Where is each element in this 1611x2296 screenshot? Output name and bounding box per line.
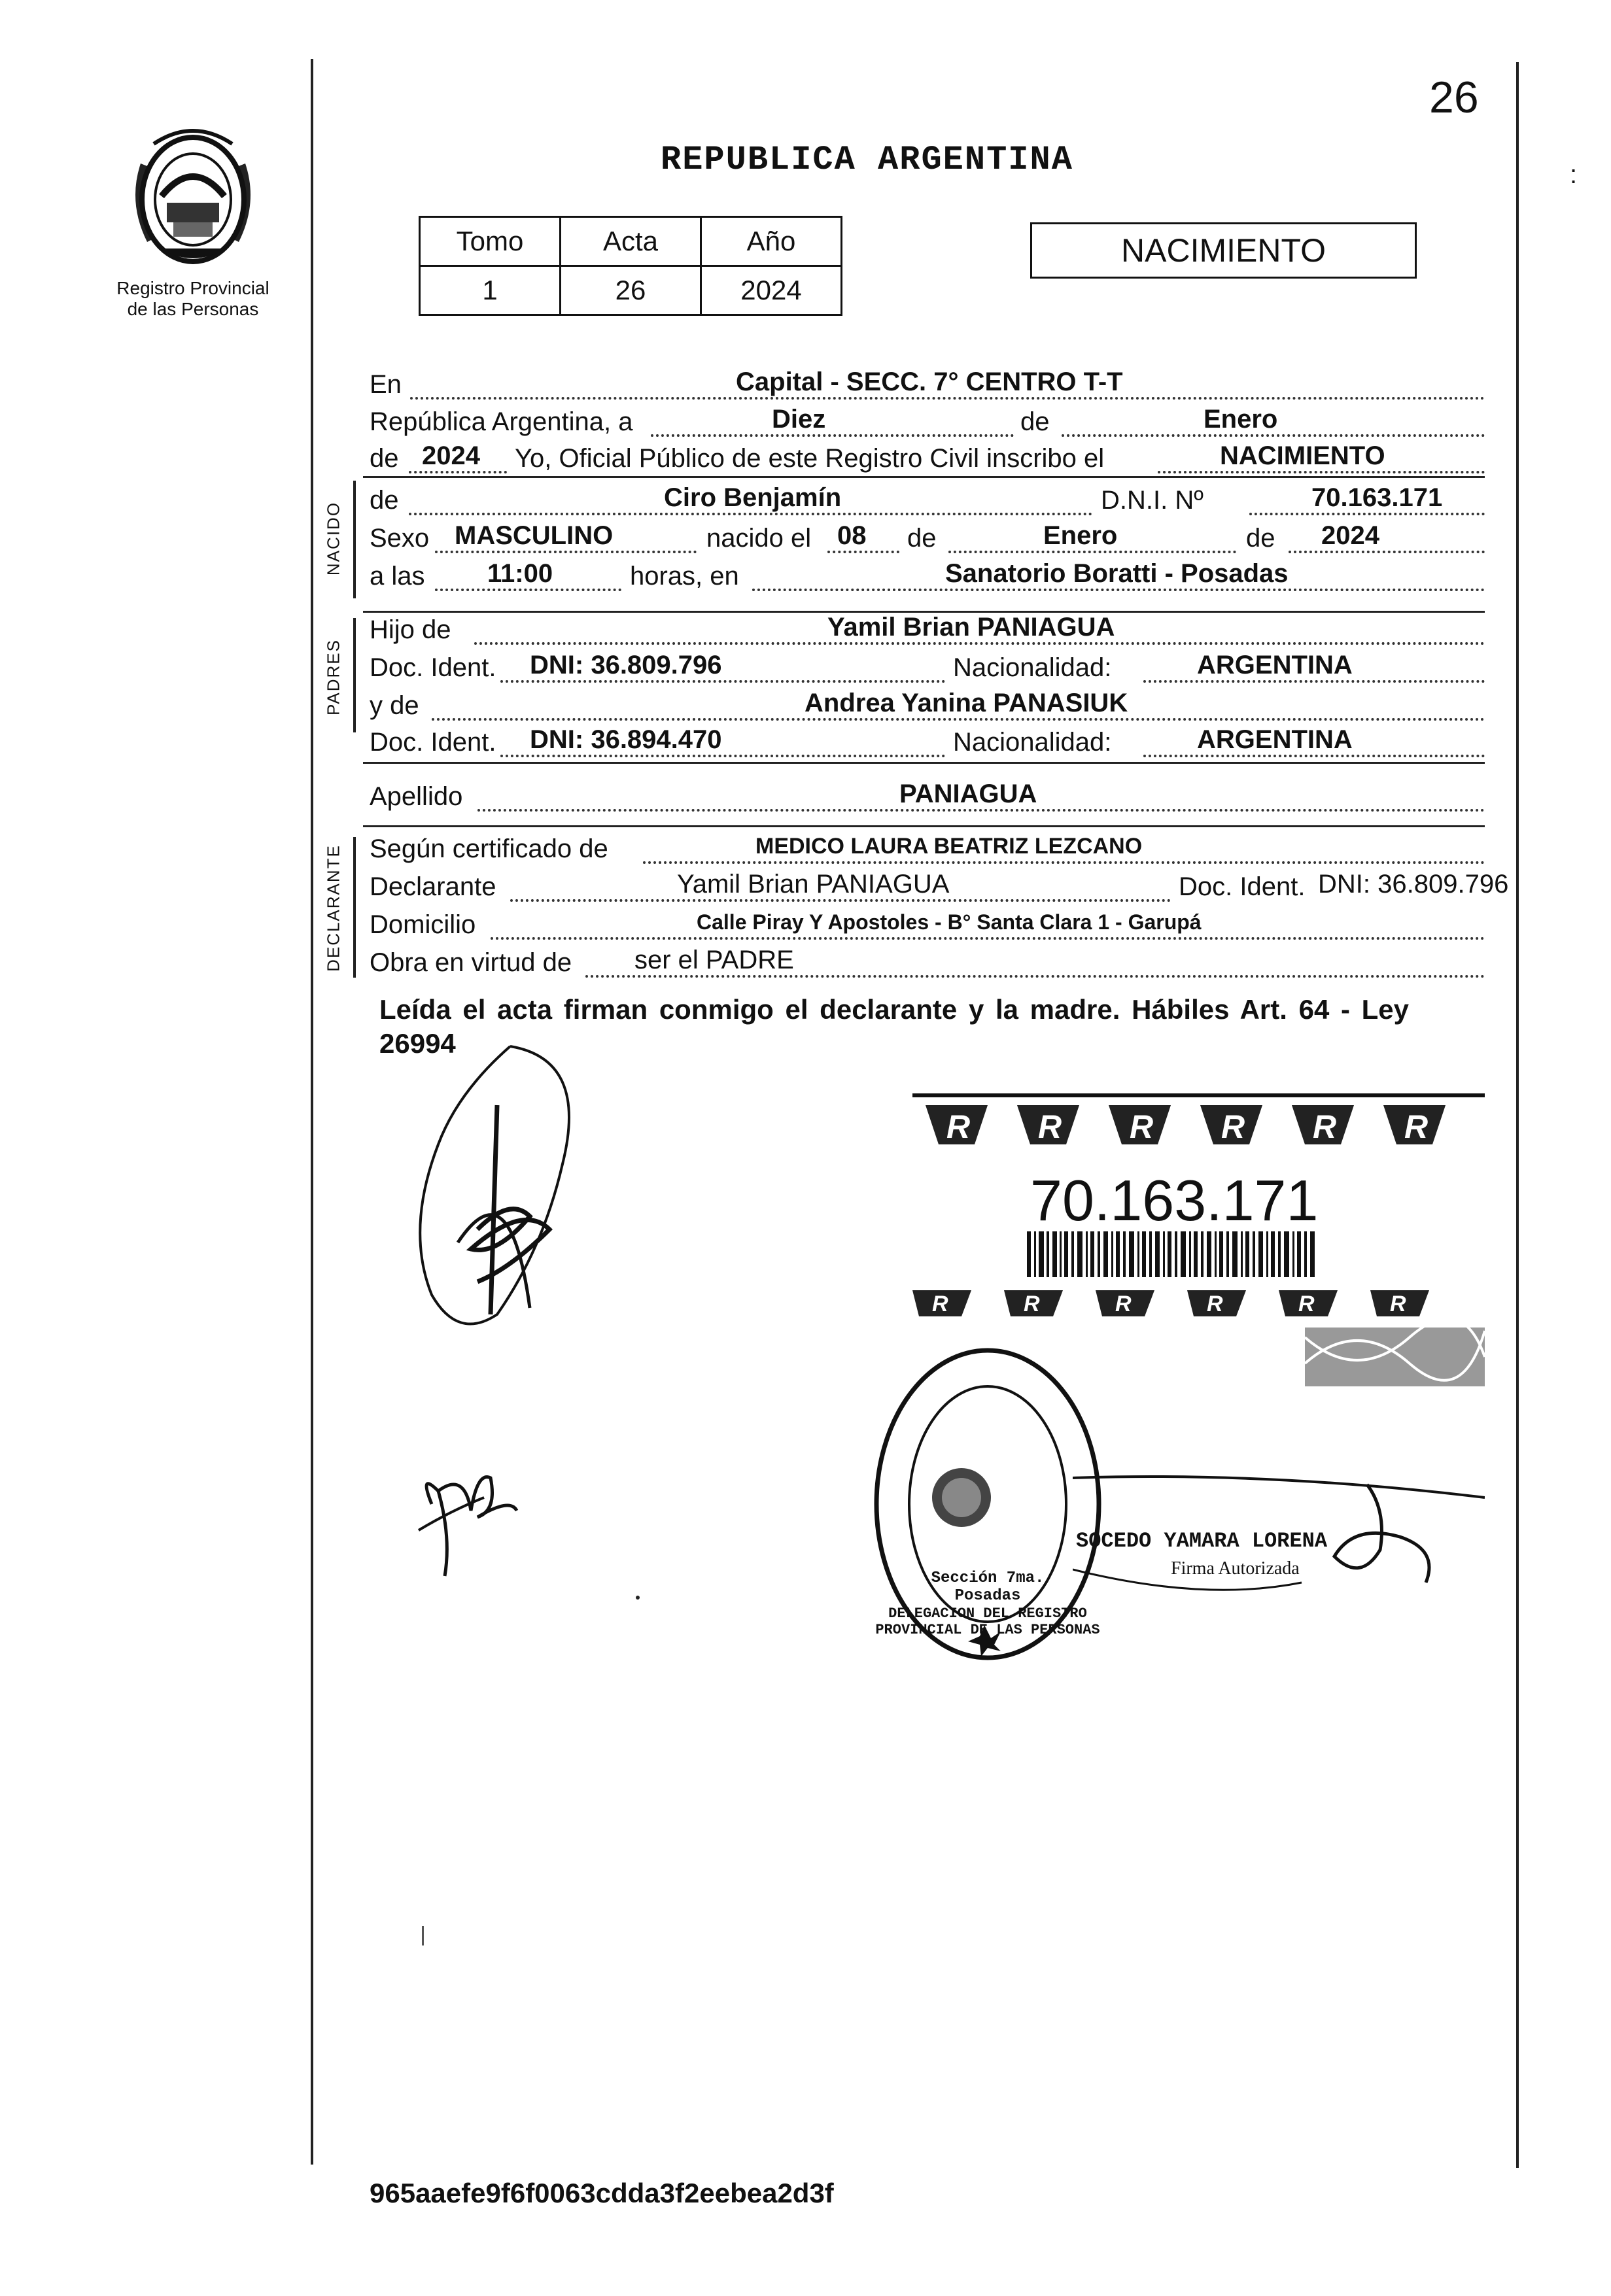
value-acto: NACIMIENTO <box>1220 441 1385 470</box>
value-mes: Enero <box>1204 405 1278 434</box>
volume-value-anio: 2024 <box>701 266 842 315</box>
registry-line1: Registro Provincial <box>116 278 269 298</box>
value-anio-nac: 2024 <box>1321 521 1379 550</box>
svg-text:R: R <box>1038 1108 1062 1145</box>
volume-header-tomo: Tomo <box>420 217 561 266</box>
svg-text:R: R <box>1024 1292 1040 1316</box>
stamp-inner-text: Sección 7ma. Posadas <box>931 1569 1045 1605</box>
row-lugar <box>370 369 1485 407</box>
act-type-box: NACIMIENTO <box>1030 222 1417 279</box>
nacido-section-bar <box>353 481 356 598</box>
volume-header-anio: Año <box>701 217 842 266</box>
label-doc-madre: Doc. Ident. <box>370 728 496 757</box>
value-doc-declarante: DNI: 36.809.796 <box>1318 870 1509 899</box>
label-yo-oficial: Yo, Oficial Público de este Registro Civil inscribo el <box>515 444 1105 473</box>
label-segun-cert: Según certificado de <box>370 834 608 863</box>
row-apellido <box>370 781 1485 819</box>
label-domicilio: Domicilio <box>370 910 476 939</box>
registry-name <box>92 278 294 320</box>
stamp-official-role: Firma Autorizada <box>1171 1558 1300 1579</box>
row-madre-doc <box>370 727 1485 765</box>
country-title: REPUBLICA ARGENTINA <box>661 141 1073 179</box>
svg-text:R: R <box>1115 1292 1132 1316</box>
section-label-padres: PADRES <box>323 639 343 715</box>
value-dia: Diez <box>772 405 826 434</box>
sticker-number: 70.163.171 <box>1030 1168 1319 1233</box>
stray-dot <box>636 1596 640 1600</box>
value-dia-nac: 08 <box>837 521 867 550</box>
value-mes-nac: Enero <box>1043 521 1118 550</box>
value-doc-padre: DNI: 36.809.796 <box>530 651 722 679</box>
label-en: En <box>370 370 402 399</box>
closing-note: Leída el acta firman conmigo el declarante y la madre. Hábiles Art. 64 - Ley 26994 <box>379 994 1409 1059</box>
label-doc-declarante: Doc. Ident. <box>1179 872 1306 901</box>
value-nombre: Ciro Benjamín <box>664 483 842 512</box>
value-doc-madre: DNI: 36.894.470 <box>530 725 722 754</box>
svg-text:R: R <box>1390 1292 1406 1316</box>
dots-anio-nac <box>1289 551 1485 553</box>
label-de-mes: de <box>1020 407 1050 436</box>
registry-line2: de las Personas <box>127 299 259 319</box>
value-dni: 70.163.171 <box>1311 483 1443 512</box>
left-margin-line <box>311 59 313 2165</box>
value-nac-padre: ARGENTINA <box>1197 651 1353 679</box>
value-virtud: ser el PADRE <box>634 946 794 974</box>
value-certificado: MEDICO LAURA BEATRIZ LEZCANO <box>755 834 1143 859</box>
row-hora <box>370 561 1485 599</box>
value-anio: 2024 <box>422 441 480 470</box>
label-declarante: Declarante <box>370 872 496 901</box>
label-apellido: Apellido <box>370 782 463 811</box>
value-apellido: PANIAGUA <box>899 780 1037 808</box>
official-stamp <box>870 1344 1105 1664</box>
svg-text:R: R <box>946 1108 971 1145</box>
section-label-nacido: NACIDO <box>323 501 343 576</box>
label-nacido-el: nacido el <box>706 524 812 553</box>
row-domicilio <box>370 910 1485 948</box>
value-declarante: Yamil Brian PANIAGUA <box>677 870 950 899</box>
row-virtud <box>370 948 1485 985</box>
label-de-anio: de <box>370 444 399 473</box>
svg-text:R: R <box>1130 1108 1154 1145</box>
label-de-nombre: de <box>370 486 399 515</box>
declarant-signature <box>379 1033 641 1341</box>
label-doc-padre: Doc. Ident. <box>370 653 496 682</box>
svg-text:R: R <box>932 1292 948 1316</box>
edge-mark: : <box>1570 160 1578 189</box>
label-de-mes-nac: de <box>907 524 937 553</box>
svg-text:R: R <box>1298 1292 1315 1316</box>
volume-value-acta: 26 <box>561 266 701 315</box>
svg-text:R: R <box>1221 1108 1245 1145</box>
right-margin-line <box>1516 62 1519 2168</box>
declarante-section-bar <box>353 837 356 978</box>
row-anio-acto <box>370 443 1485 481</box>
label-y-de: y de <box>370 691 419 720</box>
section-label-declarante: DECLARANTE <box>323 844 343 972</box>
value-sexo: MASCULINO <box>455 521 614 550</box>
mother-signature <box>412 1432 523 1583</box>
label-obra-virtud: Obra en virtud de <box>370 948 572 977</box>
svg-text:R: R <box>1313 1108 1337 1145</box>
label-dni: D.N.I. Nº <box>1101 486 1204 515</box>
province-seal-logo <box>121 118 265 275</box>
value-lugar: Capital - SECC. 7° CENTRO T-T <box>736 368 1123 396</box>
value-hora: 11:00 <box>487 559 553 588</box>
volume-value-tomo: 1 <box>420 266 561 315</box>
svg-text:R: R <box>1207 1292 1223 1316</box>
value-padre: Yamil Brian PANIAGUA <box>827 613 1115 642</box>
label-nac-madre: Nacionalidad: <box>953 728 1112 757</box>
value-nac-madre: ARGENTINA <box>1197 725 1353 754</box>
volume-header-acta: Acta <box>561 217 701 266</box>
svg-text:R: R <box>1404 1108 1429 1145</box>
label-hijo-de: Hijo de <box>370 615 451 644</box>
label-de-anio-nac: de <box>1246 524 1275 553</box>
value-madre: Andrea Yanina PANASIUK <box>805 689 1128 717</box>
stamp-official-name: SOCEDO YAMARA LORENA <box>1076 1529 1328 1553</box>
value-domicilio: Calle Piray Y Apostoles - B° Santa Clara 1 - Garupá <box>697 910 1202 934</box>
label-republica: República Argentina, a <box>370 407 633 436</box>
volume-table <box>419 216 842 316</box>
label-horas-en: horas, en <box>630 562 739 591</box>
page-number: 26 <box>1429 73 1479 122</box>
label-sexo: Sexo <box>370 524 430 553</box>
dots-dia <box>651 434 1014 437</box>
value-lugar-nac: Sanatorio Boratti - Posadas <box>945 559 1289 588</box>
label-a-las: a las <box>370 562 425 591</box>
label-nac-padre: Nacionalidad: <box>953 653 1112 682</box>
stray-mark <box>422 1926 432 1945</box>
document-hash: 965aaefe9f6f0063cdda3f2eebea2d3f <box>370 2178 834 2208</box>
padres-section-bar <box>353 618 356 732</box>
stamp-ring-text: DELEGACION DEL REGISTRO PROVINCIAL DE LAS PERSONAS <box>875 1605 1100 1638</box>
